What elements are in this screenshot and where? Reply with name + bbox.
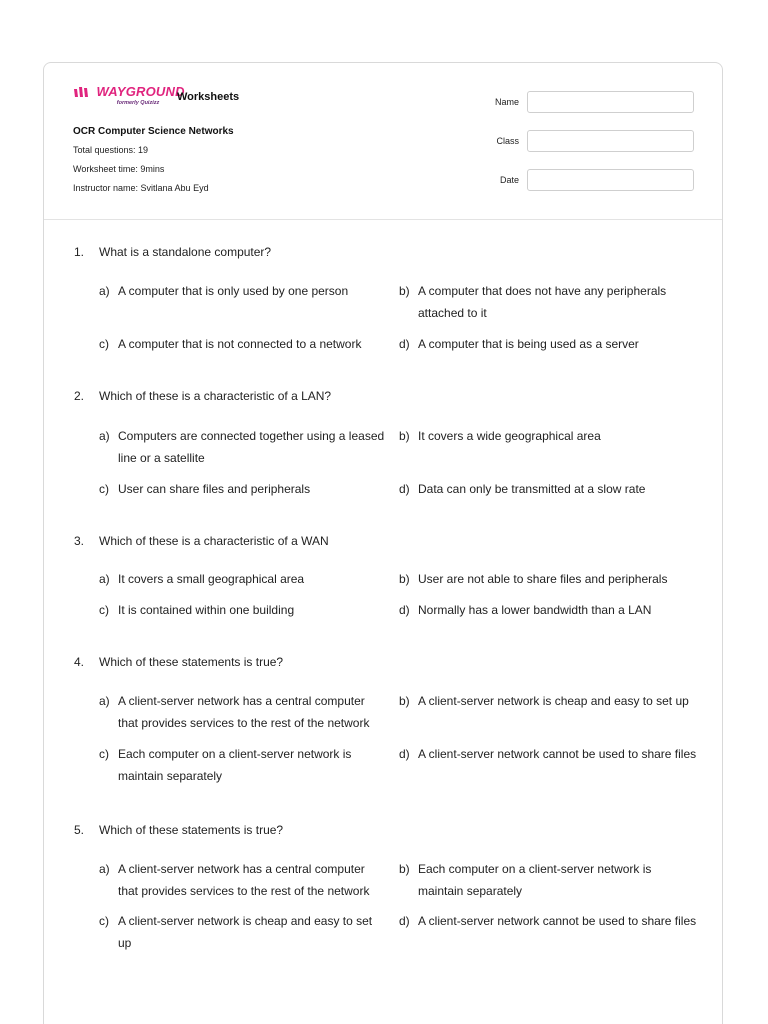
- total-questions: Total questions: 19: [73, 145, 149, 155]
- option-text: It is contained within one building: [118, 603, 295, 617]
- option-letter: b): [399, 862, 410, 876]
- option-letter: a): [99, 862, 110, 876]
- option-text: A client-server network is cheap and easy to set up: [418, 694, 689, 708]
- option-text: A computer that is not connected to a network: [118, 337, 362, 351]
- option-letter: c): [99, 914, 109, 928]
- question-number: 3.: [74, 534, 85, 548]
- option-letter: a): [99, 572, 110, 586]
- option-text: User are not able to share files and peripherals: [418, 572, 668, 586]
- name-label: Name: [494, 97, 519, 107]
- option-text: Computers are connected together using a leased line or a satellite: [118, 429, 385, 465]
- question-number: 4.: [74, 655, 85, 669]
- option-letter: b): [399, 429, 410, 443]
- worksheet-time: Worksheet time: 9mins: [73, 164, 165, 174]
- wayground-mark-icon: [73, 85, 91, 103]
- option-letter: a): [99, 429, 110, 443]
- option-text: A client-server network cannot be used to share files: [418, 747, 697, 761]
- option-text: It covers a wide geographical area: [418, 429, 601, 443]
- option-letter: a): [99, 284, 110, 298]
- worksheet-card: [43, 62, 723, 1024]
- option-letter: c): [99, 337, 109, 351]
- question-text: Which of these is a characteristic of a WAN: [99, 534, 329, 548]
- option-text: User can share files and peripherals: [118, 482, 311, 496]
- option-letter: c): [99, 482, 109, 496]
- option-letter: d): [399, 603, 410, 617]
- option-letter: c): [99, 603, 109, 617]
- option-text: A client-server network has a central computer that provides services to the rest of the network: [118, 862, 370, 898]
- option-text: A computer that does not have any peripherals attached to it: [418, 284, 667, 320]
- option-text: A computer that is only used by one person: [118, 284, 349, 298]
- date-field[interactable]: [527, 169, 694, 191]
- class-label: Class: [496, 136, 519, 146]
- logo-subtext: formerly Quizizz: [116, 100, 160, 106]
- option-text: It covers a small geographical area: [118, 572, 305, 586]
- option-letter: a): [99, 694, 110, 708]
- option-letter: d): [399, 747, 410, 761]
- option-letter: d): [399, 482, 410, 496]
- name-field[interactable]: [527, 91, 694, 113]
- question-text: What is a standalone computer?: [99, 245, 272, 259]
- product-name: Worksheets: [177, 91, 240, 103]
- option-text: A client-server network cannot be used to share files: [418, 914, 697, 928]
- question-text: Which of these statements is true?: [99, 655, 284, 669]
- option-text: A client-server network is cheap and easy to set up: [118, 914, 373, 950]
- logo-wordmark: WAYGROUND: [96, 84, 185, 99]
- option-text: Data can only be transmitted at a slow rate: [418, 482, 646, 496]
- date-label: Date: [499, 175, 519, 185]
- question-text: Which of these is a characteristic of a LAN?: [99, 389, 332, 403]
- option-text: Each computer on a client-server network is maintain separately: [418, 862, 652, 898]
- worksheet-header: [44, 63, 722, 220]
- option-text: Each computer on a client-server network is maintain separately: [118, 747, 352, 783]
- option-letter: b): [399, 284, 410, 298]
- question-number: 2.: [74, 389, 85, 403]
- class-field[interactable]: [527, 130, 694, 152]
- option-text: A client-server network has a central computer that provides services to the rest of the network: [118, 694, 370, 730]
- option-text: A computer that is being used as a server: [418, 337, 639, 351]
- question-number: 1.: [74, 245, 85, 259]
- option-letter: d): [399, 914, 410, 928]
- instructor-name: Instructor name: Svitlana Abu Eyd: [73, 183, 209, 193]
- question-number: 5.: [74, 823, 85, 837]
- worksheet-title: OCR Computer Science Networks: [73, 126, 234, 137]
- option-text: Normally has a lower bandwidth than a LAN: [418, 603, 652, 617]
- wayground-logo: [73, 84, 185, 106]
- option-letter: b): [399, 694, 410, 708]
- question-text: Which of these statements is true?: [99, 823, 284, 837]
- option-letter: c): [99, 747, 109, 761]
- option-letter: d): [399, 337, 410, 351]
- option-letter: b): [399, 572, 410, 586]
